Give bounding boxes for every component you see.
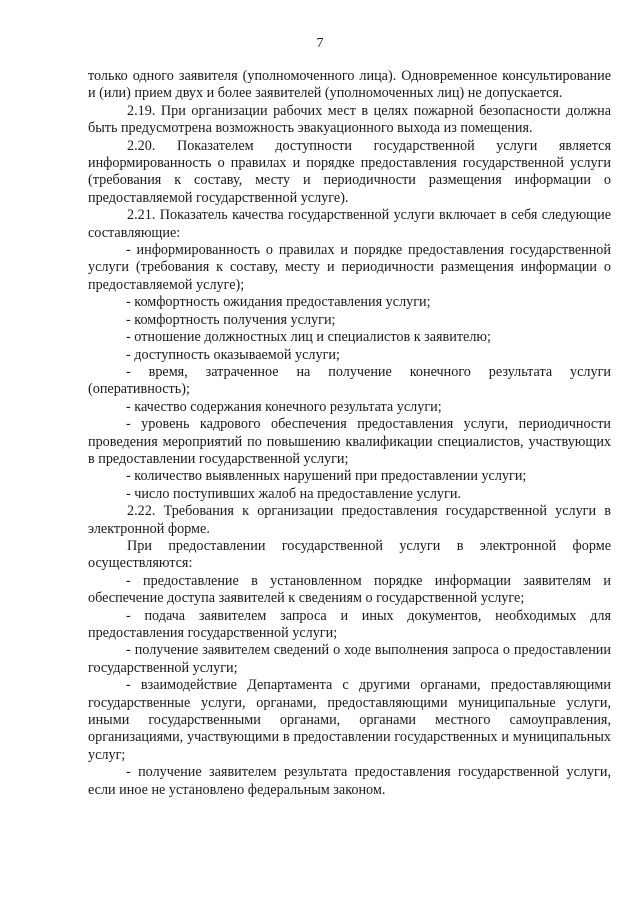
list-item: - предоставление в установленном порядке информации заявителям и обеспечение доступа заявителей к сведениям о государственной услуге; [88, 572, 611, 607]
list-item: - время, затраченное на получение конечного результата услуги (оперативность); [88, 363, 611, 398]
document-body [88, 68, 611, 799]
list-item: - комфортность получения услуги; [126, 311, 336, 328]
paragraph-2-20: 2.20. Показателем доступности государственной услуги является информированность о правилах и порядке предоставления государственной услуги (требования к составу, месту и периодичности размещения информации о предоставляемой государственной услуге). [88, 137, 611, 206]
paragraph-2-19: 2.19. При организации рабочих мест в целях пожарной безопасности должна быть предусмотрена возможность эвакуационного выхода из помещения. [88, 102, 611, 137]
list-item: - количество выявленных нарушений при предоставлении услуги; [126, 468, 527, 485]
list-item: - получение заявителем результата предоставления государственной услуги, если иное не установлено федеральным законом. [88, 764, 611, 798]
paragraph-electronic-form: При предоставлении государственной услуги в электронной форме осуществляются: [88, 537, 611, 572]
list-item: - информированность о правилах и порядке предоставления государственной услуги (требования к составу, месту и периодичности размещения информации о предоставляемой услуге); [88, 242, 611, 293]
list-item: - отношение должностных лиц и специалистов к заявителю; [126, 329, 491, 346]
paragraph-2-22: 2.22. Требования к организации предоставления государственной услуги в электронной форме. [88, 503, 611, 537]
list-item: - доступность оказываемой услуги; [126, 346, 340, 363]
list-item: - комфортность ожидания предоставления услуги; [126, 294, 431, 311]
paragraph-2-21: 2.21. Показатель качества государственной услуги включает в себя следующие составляющие: [88, 207, 611, 241]
list-item: - взаимодействие Департамента с другими органами, предоставляющими государственные услуги, органами, предоставляющими муниципальные услуги, иными государственными органами, органами местного самоуправления, организациями, участвующими в предоставлении государственных и муниципальных услуг; [88, 677, 611, 763]
list-item: - уровень кадрового обеспечения предоставления услуги, периодичности проведения мероприятий по повышению квалификации специалистов, участвующих в предоставлении государственной услуги; [88, 416, 611, 467]
list-item: - получение заявителем сведений о ходе выполнения запроса о предоставлении государственной услуги; [88, 642, 611, 676]
paragraph-continuation: только одного заявителя (уполномоченного лица). Одновременное консультирование и (или) прием двух и более заявителей (уполномоченных лиц) не допускается. [88, 68, 611, 102]
list-item: - число поступивших жалоб на предоставление услуги. [126, 485, 461, 502]
page-number: 7 [316, 36, 324, 51]
list-item: - подача заявителем запроса и иных документов, необходимых для предоставления государственной услуги; [88, 607, 611, 641]
list-item: - качество содержания конечного результата услуги; [126, 398, 442, 415]
